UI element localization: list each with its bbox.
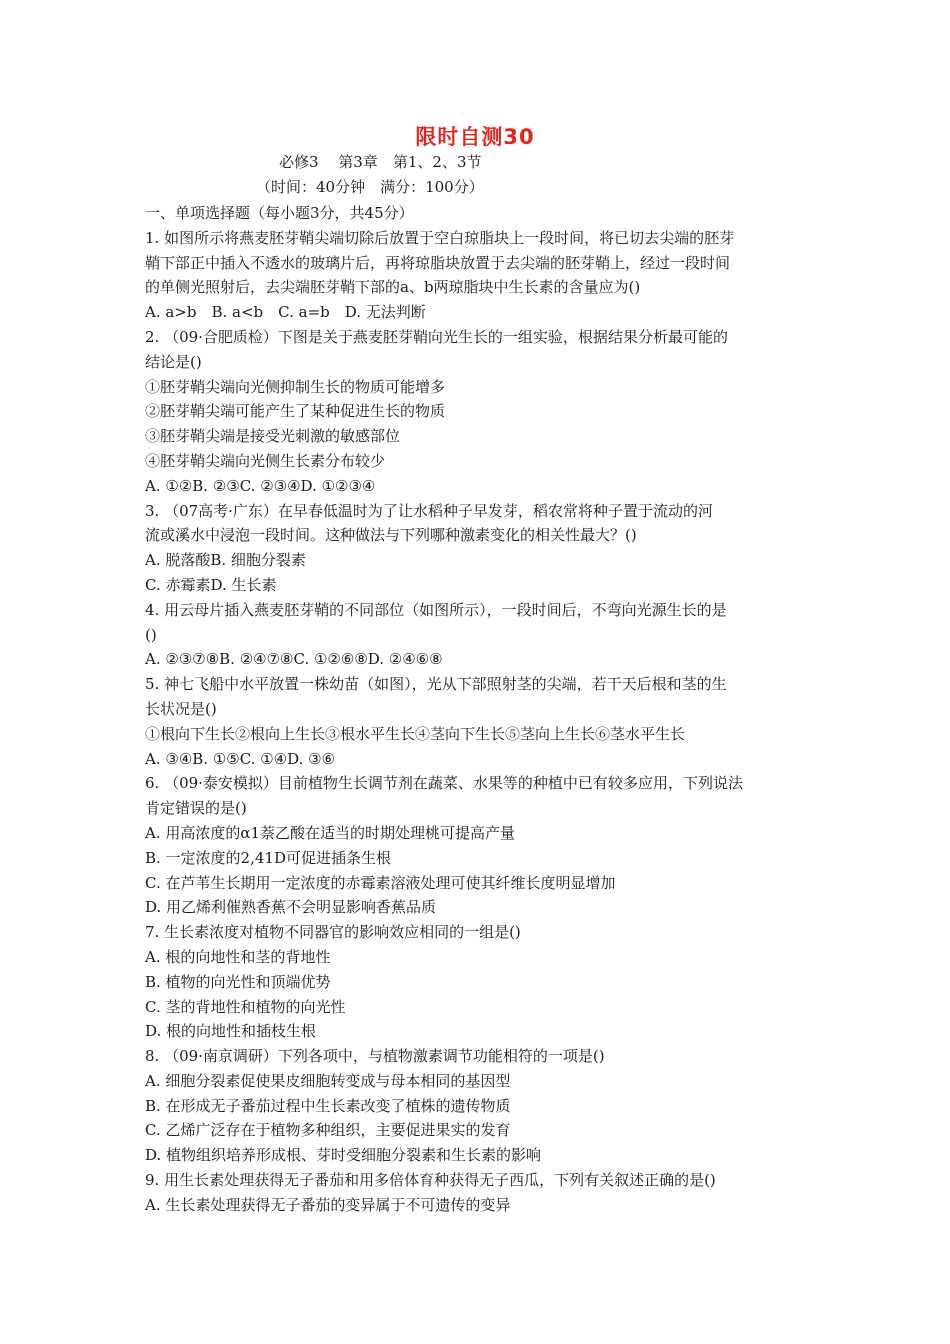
text-line: ①胚芽鞘尖端向光侧抑制生长的物质可能增多 — [145, 377, 446, 396]
text-line: A. 生长素处理获得无子番茄的变异属于不可遗传的变异 — [145, 1195, 511, 1214]
text-line: 肯定错误的是() — [145, 799, 247, 818]
text-line: () — [145, 625, 157, 644]
text-line: A. 细胞分裂素促使果皮细胞转变成与母本相同的基因型 — [145, 1071, 511, 1090]
text-line: A. ①②B. ②③C. ②③④D. ①②③④ — [145, 476, 376, 495]
text-line: A. ②③⑦⑧B. ②④⑦⑧C. ①②⑥⑧D. ②④⑥⑧ — [145, 650, 443, 669]
text-line: A. 脱落酸B. 细胞分裂素 — [145, 551, 306, 570]
text-line: ④胚芽鞘尖端向光侧生长素分布较少 — [145, 451, 386, 470]
text-line: 的单侧光照射后，去尖端胚芽鞘下部的a、b两琼脂块中生长素的含量应为() — [145, 278, 641, 297]
text-line: D. 根的向地性和插枝生根 — [145, 1022, 317, 1041]
text-line: 8. （09·南京调研）下列各项中，与植物激素调节功能相符的一项是() — [145, 1047, 605, 1066]
text-line: 9. 用生长素处理获得无子番茄和用多倍体育种获得无子西瓜，下列有关叙述正确的是() — [145, 1171, 716, 1190]
text-line: B. 一定浓度的2,41D可促进插条生根 — [145, 848, 391, 867]
text-line: 4. 用云母片插入燕麦胚芽鞘的不同部位（如图所示），一段时间后，不弯向光源生长的是 — [145, 600, 727, 619]
text-line: 结论是() — [145, 352, 202, 371]
text-line: 2. （09·合肥质检）下图是关于燕麦胚芽鞘向光生长的一组实验，根据结果分析最可能的 — [145, 327, 728, 346]
text-line: 7. 生长素浓度对植物不同器官的影响效应相同的一组是() — [145, 923, 521, 942]
text-line: A. 根的向地性和茎的背地性 — [145, 947, 331, 966]
text-line: ②胚芽鞘尖端可能产生了某种促进生长的物质 — [145, 402, 446, 421]
text-line: 5. 神七飞船中水平放置一株幼苗（如图），光从下部照射茎的尖端，若干天后根和茎的生 — [145, 675, 727, 694]
text-line: A. a>b B. a<b C. a=b D. 无法判断 — [145, 303, 426, 322]
text-line: A. 用高浓度的α1萘乙酸在适当的时期处理桃可提高产量 — [145, 823, 516, 842]
text-line: D. 植物组织培养形成根、芽时受细胞分裂素和生长素的影响 — [145, 1146, 542, 1165]
text-line: 3. （07高考·广东）在早春低温时为了让水稻种子早发芽，稻农常将种子置于流动的河 — [145, 501, 713, 520]
text-line: B. 在形成无子番茄过程中生长素改变了植株的遗传物质 — [145, 1096, 511, 1115]
text-line: A. ③④B. ①⑤C. ①④D. ③⑥ — [145, 749, 336, 768]
text-line: 流或溪水中浸泡一段时间。这种做法与下列哪种激素变化的相关性最大？() — [145, 526, 637, 545]
time-score-info: （时间：40分钟 满分：100分） — [256, 178, 484, 196]
text-line: 长状况是() — [145, 699, 217, 718]
text-line: ①根向下生长②根向上生长③根水平生长④茎向下生长⑤茎向上生长⑥茎水平生长 — [145, 724, 686, 743]
text-line: D. 用乙烯利催熟香蕉不会明显影响香蕉品质 — [145, 898, 437, 917]
page-title: 限时自测30 — [415, 125, 535, 149]
text-line: C. 赤霉素D. 生长素 — [145, 575, 277, 594]
text-line: 1. 如图所示将燕麦胚芽鞘尖端切除后放置于空白琼脂块上一段时间，将已切去尖端的胚芽 — [145, 228, 735, 247]
text-line: C. 在芦苇生长期用一定浓度的赤霉素溶液处理可使其纤维长度明显增加 — [145, 873, 616, 892]
text-line: ③胚芽鞘尖端是接受光刺激的敏感部位 — [145, 427, 401, 446]
section-subtitle: 必修3 第3章 第1、2、3节 — [279, 153, 482, 171]
text-line: C. 茎的背地性和植物的向光性 — [145, 997, 346, 1016]
text-line: B. 植物的向光性和顶端优势 — [145, 972, 331, 991]
text-line: 6. （09·泰安模拟）目前植物生长调节剂在蔬菜、水果等的种植中已有较多应用，下列说法 — [145, 774, 743, 793]
text-line: C. 乙烯广泛存在于植物多种组织，主要促进果实的发育 — [145, 1121, 511, 1140]
question-list — [145, 201, 810, 1218]
text-line: 鞘下部正中插入不透水的玻璃片后，再将琼脂块放置于去尖端的胚芽鞘上，经过一段时间 — [145, 253, 731, 272]
text-line: 一、单项选择题（每小题3分，共45分） — [145, 204, 414, 222]
